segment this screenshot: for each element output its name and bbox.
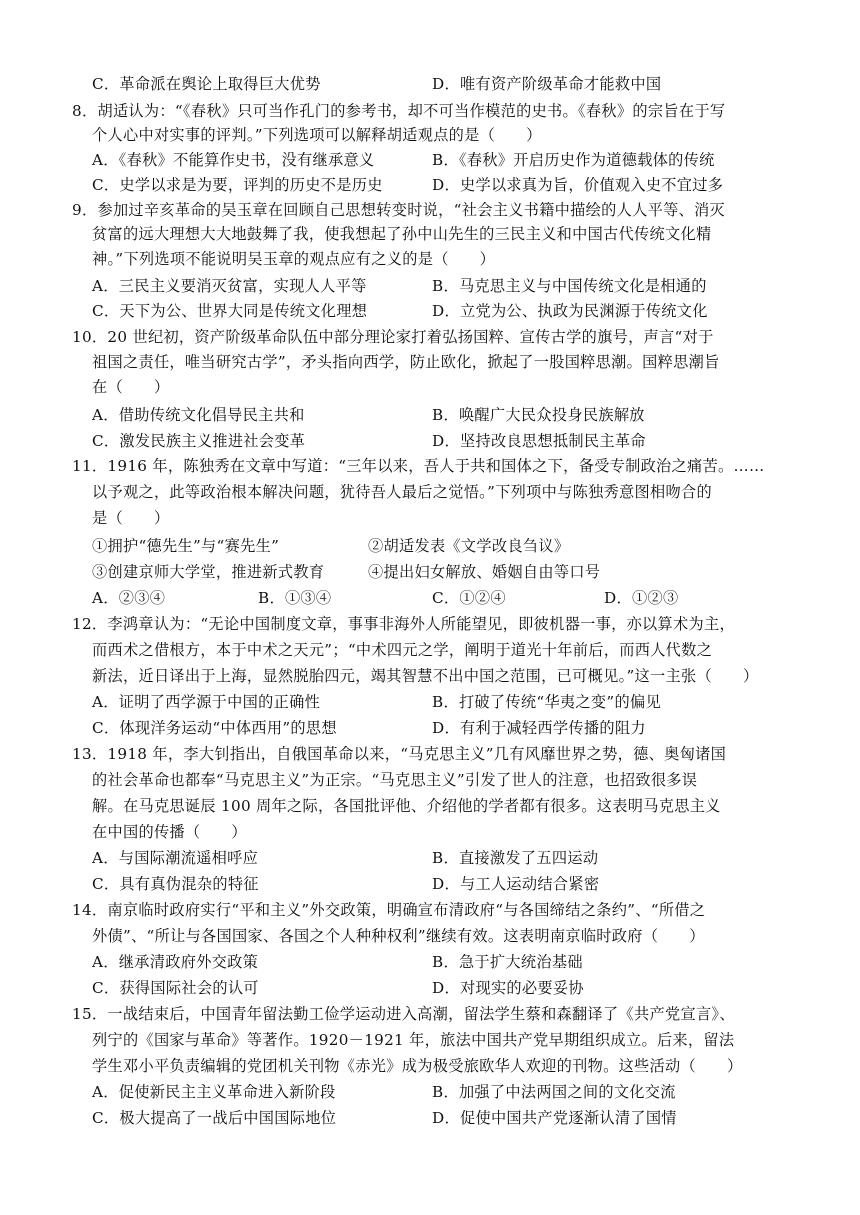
q7-option-d: D．唯有资产阶级革命才能救中国 xyxy=(432,75,662,93)
q14-stem-line-2: 外债”、“所让与各国国家、各国之个人种种权利”继续有效。这表明南京临时政府（ ） xyxy=(92,927,705,945)
q9-stem-line-1: 9．参加过辛亥革命的吴玉章在回顾自己思想转变时说，“社会主义书籍中描绘的人人平等、消灭 xyxy=(72,201,726,219)
q13-option-b: B．直接激发了五四运动 xyxy=(432,849,599,867)
q14-option-a: A．继承清政府外交政策 xyxy=(92,953,259,971)
q11-stem-line-2: 以予观之，此等政治根本解决问题，犹待吾人最后之觉悟。”下列项中与陈独秀意图相吻合的 xyxy=(92,483,712,501)
q9-option-d: D．立党为公、执政为民渊源于传统文化 xyxy=(432,302,708,320)
q9-option-a: A．三民主义要消灭贫富，实现人人平等 xyxy=(92,277,367,295)
q13-option-a: A．与国际潮流遥相呼应 xyxy=(92,849,259,867)
q14-option-c: C．获得国际社会的认可 xyxy=(92,979,259,997)
q10-option-b: B．唤醒广大民众投身民族解放 xyxy=(432,406,645,424)
q13-option-d: D．与工人运动结合紧密 xyxy=(432,875,600,893)
q12-option-a: A．证明了西学源于中国的正确性 xyxy=(92,693,321,711)
q14-option-b: B．急于扩大统治基础 xyxy=(432,953,583,971)
q11-item-1: ①拥护“德先生”与“赛先生” xyxy=(92,537,280,555)
q15-option-a: A．促使新民主主义革命进入新阶段 xyxy=(92,1083,336,1101)
q12-stem-line-3: 新法，近日译出于上海，显然脱胎四元，竭其智慧不出中国之范围，已可概见。”这一主张（ ） xyxy=(92,667,759,685)
q8-option-d: D．史学以求真为旨，价值观入史不宜过多 xyxy=(432,176,724,194)
q13-stem-line-2: 的社会革命也都奉“马克思主义”为正宗。“马克思主义”引发了世人的注意，也招致很多误 xyxy=(92,771,698,789)
q8-option-b: B．《春秋》开启历史作为道德载体的传统 xyxy=(432,151,715,169)
q12-option-c: C．体现洋务运动“中体西用”的思想 xyxy=(92,719,337,737)
q11-item-4: ④提出妇女解放、婚姻自由等口号 xyxy=(368,563,601,581)
q11-item-2: ②胡适发表《文学改良刍议》 xyxy=(368,537,570,555)
q7-option-c: C．革命派在舆论上取得巨大优势 xyxy=(92,75,321,93)
q11-option-b: B．①③④ xyxy=(258,589,332,607)
q15-option-b: B．加强了中法两国之间的文化交流 xyxy=(432,1083,676,1101)
q10-option-c: C．激发民族主义推进社会变革 xyxy=(92,432,306,450)
q15-option-d: D．促使中国共产党逐渐认清了国情 xyxy=(432,1109,677,1127)
q15-option-c: C．极大提高了一战后中国国际地位 xyxy=(92,1109,337,1127)
q11-item-3: ③创建京师大学堂，推进新式教育 xyxy=(92,563,325,581)
q13-stem-line-1: 13．1918 年，李大钊指出，自俄国革命以来，“马克思主义”几有风靡世界之势，德、奥匈诸国 xyxy=(72,745,727,763)
q14-stem-line-1: 14．南京临时政府实行“平和主义”外交政策，明确宣布清政府“与各国缔结之条约”、“所借之 xyxy=(72,901,706,919)
q11-option-c: C．①②④ xyxy=(432,589,506,607)
q10-option-d: D．坚持改良思想抵制民主革命 xyxy=(432,432,646,450)
q10-stem-line-3: 在（ ） xyxy=(92,378,170,396)
q9-option-b: B．马克思主义与中国传统文化是相通的 xyxy=(432,277,707,295)
q8-option-c: C．史学以求是为要，评判的历史不是历史 xyxy=(92,176,383,194)
q12-option-b: B．打破了传统“华夷之变”的偏见 xyxy=(432,693,661,711)
q13-stem-line-3: 解。在马克思诞辰 100 周年之际，各国批评他、介绍他的学者都有很多。这表明马克思主义 xyxy=(92,797,721,815)
q12-stem-line-1: 12．李鸿章认为：“无论中国制度文章，事事非海外人所能望见，即彼机器一事，亦以算术为主， xyxy=(72,615,735,633)
q10-option-a: A．借助传统文化倡导民主共和 xyxy=(92,406,305,424)
q15-stem-line-3: 学生邓小平负责编辑的党团机关刊物《赤光》成为极受旅欧华人欢迎的刊物。这些活动（ ） xyxy=(92,1057,743,1075)
q12-option-d: D．有利于减轻西学传播的阻力 xyxy=(432,719,646,737)
q8-stem-line-1: 8．胡适认为：“《春秋》只可当作孔门的参考书，却不可当作模范的史书。《春秋》的宗旨在于写 xyxy=(72,102,726,120)
q11-stem-line-3: 是（ ） xyxy=(92,509,170,527)
q8-option-a: A．《春秋》不能算作史书，没有继承意义 xyxy=(92,151,375,169)
q15-stem-line-1: 15．一战结束后，中国青年留法勤工俭学运动进入高潮，留法学生蔡和森翻译了《共产党宣言》、 xyxy=(72,1005,735,1023)
q11-option-d: D．①②③ xyxy=(604,589,679,607)
q15-stem-line-2: 列宁的《国家与革命》等著作。1920－1921 年，旅法中国共产党早期组织成立。后来，留法 xyxy=(92,1031,735,1049)
q14-option-d: D．对现实的必要妥协 xyxy=(432,979,584,997)
q9-stem-line-2: 贫富的远大理想大大地鼓舞了我，使我想起了孙中山先生的三民主义和中国古代传统文化精 xyxy=(92,225,712,243)
q10-stem-line-2: 祖国之责任，唯当研究古学”，矛头指向西学，防止欧化，掀起了一股国粹思潮。国粹思潮旨 xyxy=(92,353,720,371)
q12-stem-line-2: 而西术之借根方，本于中术之天元”；“中术四元之学，阐明于道光十年前后，而西人代数之 xyxy=(92,641,713,659)
q8-stem-line-2: 个人心中对实事的评判。”下列选项可以解释胡适观点的是（ ） xyxy=(92,126,542,144)
q13-stem-line-4: 在中国的传播（ ） xyxy=(92,823,247,841)
q9-stem-line-3: 神。”下列选项不能说明吴玉章的观点应有之义的是（ ） xyxy=(92,250,496,268)
q11-option-a: A．②③④ xyxy=(92,589,166,607)
q9-option-c: C．天下为公、世界大同是传统文化理想 xyxy=(92,302,368,320)
q11-stem-line-1: 11．1916 年，陈独秀在文章中写道：“三年以来，吾人于共和国体之下，备受专制政治之痛苦。…… xyxy=(72,457,765,475)
q10-stem-line-1: 10．20 世纪初，资产阶级革命队伍中部分理论家打着弘扬国粹、宣传古学的旗号，声言“对于 xyxy=(72,328,714,346)
q13-option-c: C．具有真伪混杂的特征 xyxy=(92,875,259,893)
